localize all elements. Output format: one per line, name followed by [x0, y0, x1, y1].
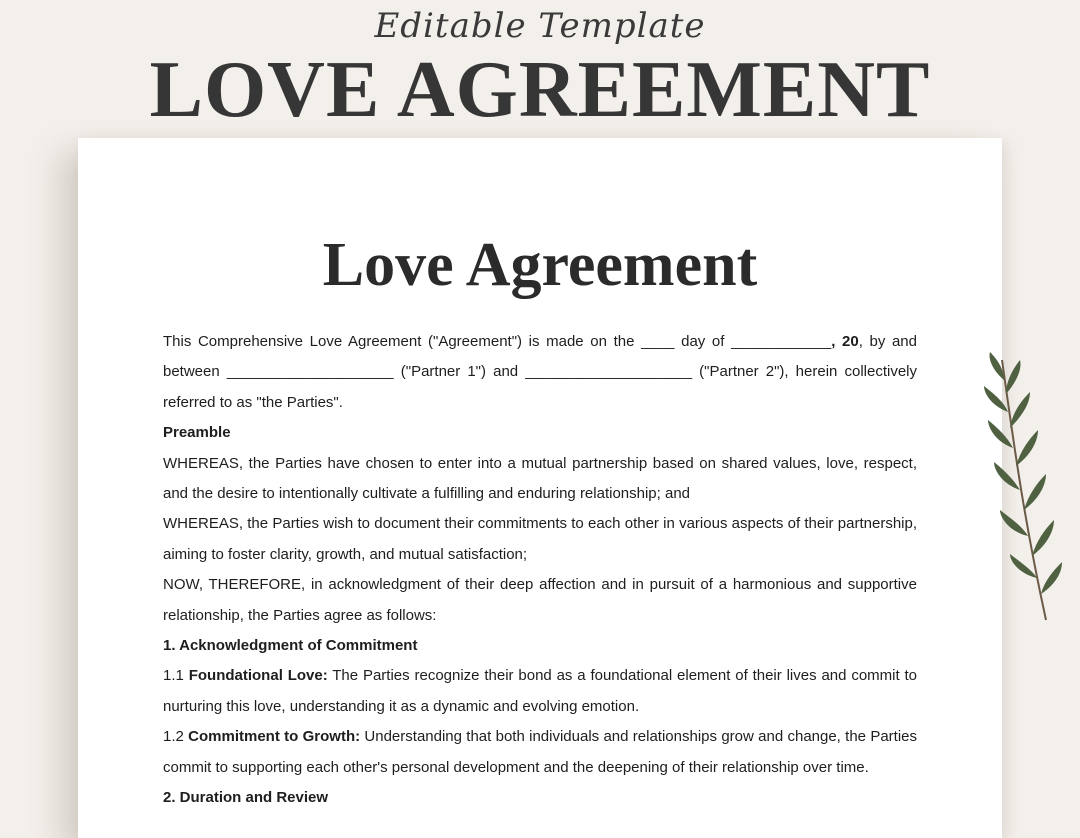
now-therefore-paragraph: NOW, THEREFORE, in acknowledgment of their deep affection and in pursuit of a harmonious and supportive relationship, the Parties agree as follows:	[163, 576, 917, 624]
section-2-heading: 2. Duration and Review	[163, 789, 329, 807]
whereas-paragraph-2: WHEREAS, the Parties wish to document their commitments to each other in various aspects of their partnership, aiming to foster clarity, growth, and mutual satisfaction;	[163, 515, 917, 563]
clause-1-2	[163, 722, 917, 783]
whereas-paragraph-1: WHEREAS, the Parties have chosen to enter into a mutual partnership based on shared values, love, respect, and the desire to intentionally cultivate a fulfilling and enduring relationship; and	[163, 454, 917, 503]
clause-1-1-label: Foundational Love:	[188, 667, 328, 685]
leaf	[1000, 510, 1028, 536]
leaf	[1010, 392, 1030, 428]
document-page	[78, 138, 1002, 838]
clause-1-2-label: Commitment to Growth:	[188, 728, 361, 746]
leaf	[1041, 562, 1062, 594]
document-title: Love Agreement	[322, 231, 758, 299]
clause-1-1-text: The Parties recognize their bond as a foundational element of their lives and commit to nurturing this love, understanding it as a dynamic and evolving emotion.	[163, 667, 917, 715]
leaf	[990, 352, 1004, 380]
intro-year: , 20	[831, 333, 859, 350]
clause-1-1	[163, 661, 917, 722]
leaf	[1016, 430, 1038, 466]
banner-main-title: LOVE AGREEMENT	[149, 46, 931, 134]
intro-paragraph	[163, 327, 917, 418]
intro-part-2: , by and between ____________________ ("Partner 1") and ____________________ ("Partner 2"), herein collectively referred to as "the Parties".	[163, 333, 917, 411]
section-1-heading: 1. Acknowledgment of Commitment	[163, 637, 418, 655]
leaf	[984, 386, 1008, 412]
leaf	[988, 420, 1013, 448]
clause-1-2-text: Understanding that both individuals and relationships grow and change, the Parties commit to supporting each other's personal development and the deepening of their relationship over time.	[163, 728, 918, 776]
preamble-heading: Preamble	[163, 424, 231, 442]
leaf	[1006, 360, 1020, 394]
intro-part-1: This Comprehensive Love Agreement ("Agreement") is made on the ____ day of ____________	[163, 333, 832, 350]
leaf	[1024, 474, 1046, 510]
document-body	[163, 327, 917, 814]
banner-script-title: Editable Template	[374, 6, 706, 46]
leaf	[1032, 520, 1054, 556]
rosemary-sprig-icon	[982, 350, 1072, 630]
clause-1-1-number: 1.1	[163, 667, 189, 685]
leaf	[994, 462, 1020, 490]
clause-1-2-number: 1.2	[163, 728, 189, 746]
